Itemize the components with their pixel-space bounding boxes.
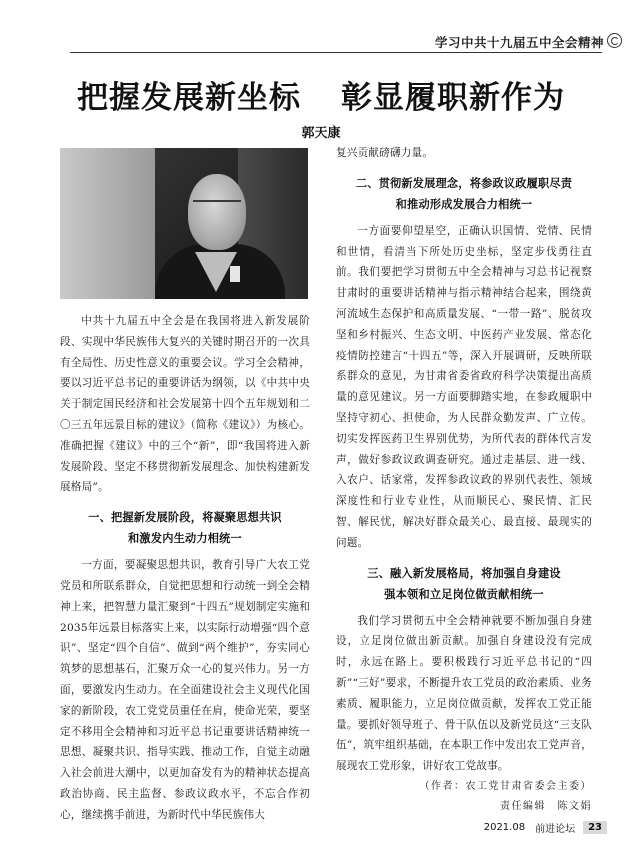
section-1-heading-line-1: 一、把握新发展阶段，将凝聚思想共识: [88, 511, 282, 525]
section-3-heading-line-1: 三、融入新发展格局，将加强自身建设: [367, 566, 561, 580]
section-1-heading: [60, 507, 310, 549]
section-2-heading-line-2: 和推动形成发展合力相统一: [395, 197, 533, 211]
title-part-1: 把握发展新坐标: [77, 80, 301, 116]
article-author: 郭天康: [301, 126, 341, 141]
section-3-heading: [336, 563, 592, 605]
section-1-heading-line-2: 和激发内生动力相统一: [128, 532, 242, 546]
journal-name: 前进论坛: [535, 823, 576, 835]
page-header: [0, 0, 642, 60]
section-2-heading-line-1: 二、贯彻新发展理念，将参政议政履职尽责: [355, 176, 573, 190]
page-footer: [484, 818, 607, 836]
intro-paragraph: 中共十九届五中全会是在我国将进入新发展阶段、实现中华民族伟大复兴的关键时期召开的一次具有全局性、历史性意义的重要会议。学习全会精神，要以习近平总书记的重要讲话为纲领，以《中共中央关于制定国民经济和社会发展第十四个五年规划和二〇三五年远景目标的建议》（简称《建议》）为核心。准确把握《建议》中的三个“新”，即“我国将进入新发展阶段、坚定不移贯彻新发展理念、加快构建新发展格局”。: [60, 315, 310, 494]
header-rule: [70, 52, 602, 53]
responsible-editor: 责任编辑 陈文娟: [500, 800, 592, 812]
section-3-heading-line-2: 强本领和立足岗位做贡献相统一: [384, 587, 544, 601]
section-2-paragraph: 一方面要仰望星空，正确认识国情、党情、民情和世情，看清当下所处历史坐标，坚定步伐勇往直前。我们要把学习贯彻五中全会精神与习总书记视察甘肃时的重要讲话精神与指示精神结合起来，围绕黄河流域生态保护和高质量发展、“一带一路”、脱贫攻坚和乡村振兴、生态文明、中医药产业发展、常态化疫情防控建言“十四五”等，深入开展调研，反映所联系群众的意见，为甘肃省委省政府科学决策提出高质量的意见建议。另一方面要脚踏实地，在参政履职中坚持守初心、担使命，为人民群众勤发声、广立传。切实发挥医药卫生界别优势，为所代表的群体代言发声，做好参政议政调查研究。通过走基层、进一线、入农户、话家常，发挥参政议政的界别代表性、领域深度性和行业专业性，从而顺民心、聚民情、汇民智、解民忧，解决好群众最关心、最直接、最现实的问题。: [336, 224, 592, 549]
section-title: 学习中共十九届五中全会精神: [434, 35, 604, 50]
right-column: [336, 143, 592, 817]
left-column: [60, 311, 310, 826]
title-part-2: 彰显履职新作为: [341, 80, 565, 116]
page-number: 23: [583, 821, 607, 834]
section-1-paragraph: 一方面，要凝聚思想共识，教育引导广大农工党党员和所联系群众，自觉把思想和行动统一到全会精神上来，把智慧力量汇聚到“十四五”规划制定实施和2035年远景目标落实上来，以实际行动增强“四个意识”、坚定“四个自信”、做到“两个维护”，夯实同心筑梦的思想基石，汇聚万众一心的复兴伟力。另一方面，要激发内生动力。在全面建设社会主义现代化国家的新阶段，农工党党员重任在肩，使命光荣，要坚定不移用全会精神和习近平总书记重要讲话精神统一思想、凝聚共识、指导实践、推动工作，自觉主动融入社会前进大潮中，以更加奋发有为的精神状态提高政治协商、民主监督、参政议政水平，不忘合作初心，继续携手前进，为新时代中华民族伟大: [60, 559, 310, 821]
article-title: [0, 72, 642, 117]
circle-arrow-icon: [607, 33, 622, 48]
continued-paragraph: 复兴贡献磅礴力量。: [336, 147, 434, 159]
author-photo: [60, 148, 308, 299]
author-byline: （作者：农工党甘肃省委会主委）: [419, 780, 592, 792]
section-2-heading: [336, 173, 592, 215]
issue-date: 2021.08: [483, 821, 526, 833]
section-3-paragraph: 我们学习贯彻五中全会精神就要不断加强自身建设，立足岗位做出新贡献。加强自身建设没有完成时，永远在路上。要积极践行习近平总书记的“四新”“三好”要求，不断提升农工党员的政治素质、业务素质、履职能力，立足岗位做贡献，发挥农工党正能量。要抓好领导班子、骨干队伍以及新党员这“三支队伍”，筑牢组织基础，在本职工作中发出农工党声音，展现农工党形象，讲好农工党故事。: [336, 614, 592, 773]
